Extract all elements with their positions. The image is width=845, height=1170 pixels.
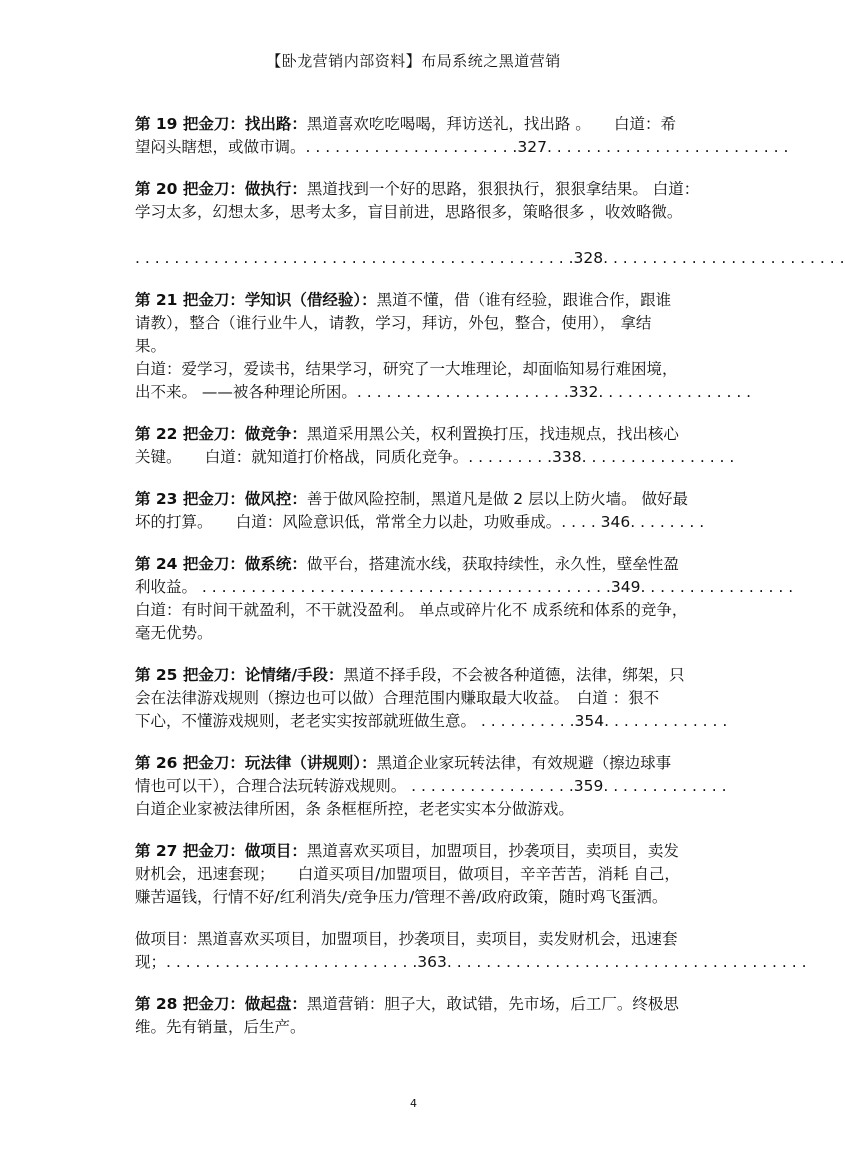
entry-label: 第 24 把金刀：做系统： [135,555,307,573]
entry-line [135,358,720,381]
entry-text: 财机会，迅速套现； 白道买项目/加盟项目，做项目，辛辛苦苦，消耗 自己， [135,865,680,883]
entry-text: 学习太多，幻想太多，思考太多，盲目前进，思路很多，策略很多 ，收效略微。 [135,203,683,221]
entry-text: 黑道找到一个好的思路，狠狠执行，狠狠拿结果。 白道： [306,180,700,198]
entry-line [135,664,720,687]
toc-entry [135,840,720,909]
entry-line [135,993,720,1016]
entry-line [135,576,794,599]
entry-line [135,928,720,951]
document-body [135,113,845,1058]
entry-line [135,312,720,335]
entry-text: 关键。 白道：就知道打价格战，同质化竞争。. . . . . . . . .338. . . . . . . . . . . . . . . . [135,448,735,466]
entry-text: 毫无优势。 [135,624,213,642]
entry-text: 下心，不懂游戏规则，老老实实按部就班做生意。 . . . . . . . . . .354. . . . . . . . . . . . . [135,712,728,730]
entry-text: 会在法律游戏规则（擦边也可以做）合理范围内赚取最大收益。 白道 ：狠不 [135,689,660,707]
entry-line [135,599,720,622]
entry-line [135,381,752,404]
entry-line [135,1016,720,1039]
entry-text: 黑道不懂，借（谁有经验，跟谁合作，跟谁 [376,291,672,309]
entry-line [135,178,720,201]
entry-line [135,136,789,159]
entry-line [135,289,720,312]
page-number: 4 [410,1097,417,1110]
entry-label: 第 27 把金刀：做项目： [135,842,307,860]
entry-text: 黑道企业家玩转法律，有效规避（擦边球事 [376,754,672,772]
entry-label: 第 20 把金刀：做执行： [135,180,307,198]
toc-entry [135,423,735,469]
entry-line [135,687,720,710]
entry-line [135,247,845,270]
entry-text: 望闷头瞎想，或做市调。. . . . . . . . . . . . . . . . . . . . . .327. . . . . . . . . . . . . . . . . . . . . . . . . [135,138,789,156]
entry-line [135,553,720,576]
toc-entry [135,113,789,159]
page-header: 【卧龙营销内部资料】布局系统之黑道营销 [266,52,561,70]
entry-text: 请教），整合（谁行业牛人，请教，学习，拜访，外包，整合，使用）， 拿结 [135,314,652,332]
entry-text: 做平台，搭建流水线，获取持续性，永久性，壁垒性盈 [306,555,679,573]
entry-text: 善于做风险控制，黑道凡是做 2 层以上防火墙。 做好最 [306,490,689,508]
entry-line [135,201,720,224]
toc-entry [135,664,728,733]
entry-text: 白道：爱学习，爱读书，结果学习，研究了一大堆理论，却面临知易行难困境， [135,360,678,378]
entry-line [135,840,720,863]
entry-line [135,775,727,798]
entry-line [135,423,720,446]
entry-text: 现；. . . . . . . . . . . . . . . . . . . . . . . . . .363. . . . . . . . . . . . . . . . . . . . . . . . . . . . . . . . . . . . . [135,953,807,971]
entry-text: . . . . . . . . . . . . . . . . . . . . . . . . . . . . . . . . . . . . . . . . . . . . .328. . . . . . . . . . . . . . . . . . . . . . . . . [135,249,845,267]
toc-entry [135,553,794,645]
entry-text: 白道：有时间干就盈利，不干就没盈利。 单点或碎片化不 成系统和体系的竞争， [135,601,688,619]
entry-text: 果。 [135,337,167,355]
entry-text: 赚苦逼钱，行情不好/红利消失/竞争压力/管理不善/政府政策，随时鸡飞蛋洒。 [135,888,668,906]
toc-entry [135,178,845,270]
entry-line [135,488,720,511]
toc-entry [135,928,807,974]
entry-text: 维。先有销量，后生产。 [135,1018,306,1036]
entry-label: 第 22 把金刀：做竞争： [135,425,307,443]
entry-text: 黑道喜欢买项目，加盟项目，抄袭项目，卖项目，卖发 [306,842,679,860]
entry-line [135,335,720,358]
entry-text: 出不来。 ——被各种理论所困。. . . . . . . . . . . . . . . . . . . . . .332. . . . . . . . . . . . . . . . [135,383,752,401]
entry-text: 坏的打算。 白道：风险意识低，常常全力以赴，功败垂成。. . . . 346. . . . . . . . [135,513,705,531]
entry-text: 做项目：黑道喜欢买项目，加盟项目，抄袭项目，卖项目，卖发财机会，迅速套 [135,930,678,948]
entry-label: 第 19 把金刀：找出路： [135,115,307,133]
entry-text: 黑道不择手段，不会被各种道德，法律，绑架，只 [343,666,685,684]
entry-label: 第 28 把金刀：做起盘： [135,995,307,1013]
toc-entry [135,488,720,534]
entry-line [135,511,720,534]
entry-text: 黑道采用黑公关，权利置换打压，找违规点，找出核心 [306,425,679,443]
entry-label: 第 23 把金刀：做风控： [135,490,307,508]
entry-label: 第 25 把金刀：论情绪/手段： [135,666,344,684]
toc-entry [135,289,752,404]
entry-line [135,113,720,136]
entry-text: 黑道喜欢吃吃喝喝，拜访送礼，找出路 。 白道：希 [306,115,677,133]
entry-text: 利收益。 . . . . . . . . . . . . . . . . . . . . . . . . . . . . . . . . . . . . . . . . . .349. . . . . . . . . . . . . . . . [135,578,794,596]
entry-label: 第 26 把金刀：玩法律（讲规则）： [135,754,377,772]
entry-line [135,951,807,974]
toc-entry [135,752,727,821]
entry-label: 第 21 把金刀：学知识（借经验）： [135,291,377,309]
entry-line [135,710,728,733]
entry-line [135,752,720,775]
toc-entry [135,993,720,1039]
entry-line [135,798,720,821]
entry-text: 黑道营销：胆子大，敢试错，先市场，后工厂。终极思 [306,995,679,1013]
entry-line [135,886,720,909]
entry-line [135,622,720,645]
entry-line [135,446,735,469]
entry-text: 情也可以干），合理合法玩转游戏规则。 . . . . . . . . . . . . . . . . .359. . . . . . . . . . . . . [135,777,727,795]
entry-text: 白道企业家被法律所困，条 条框框所控，老老实实本分做游戏。 [135,800,574,818]
blank-line [135,224,720,247]
entry-line [135,863,720,886]
